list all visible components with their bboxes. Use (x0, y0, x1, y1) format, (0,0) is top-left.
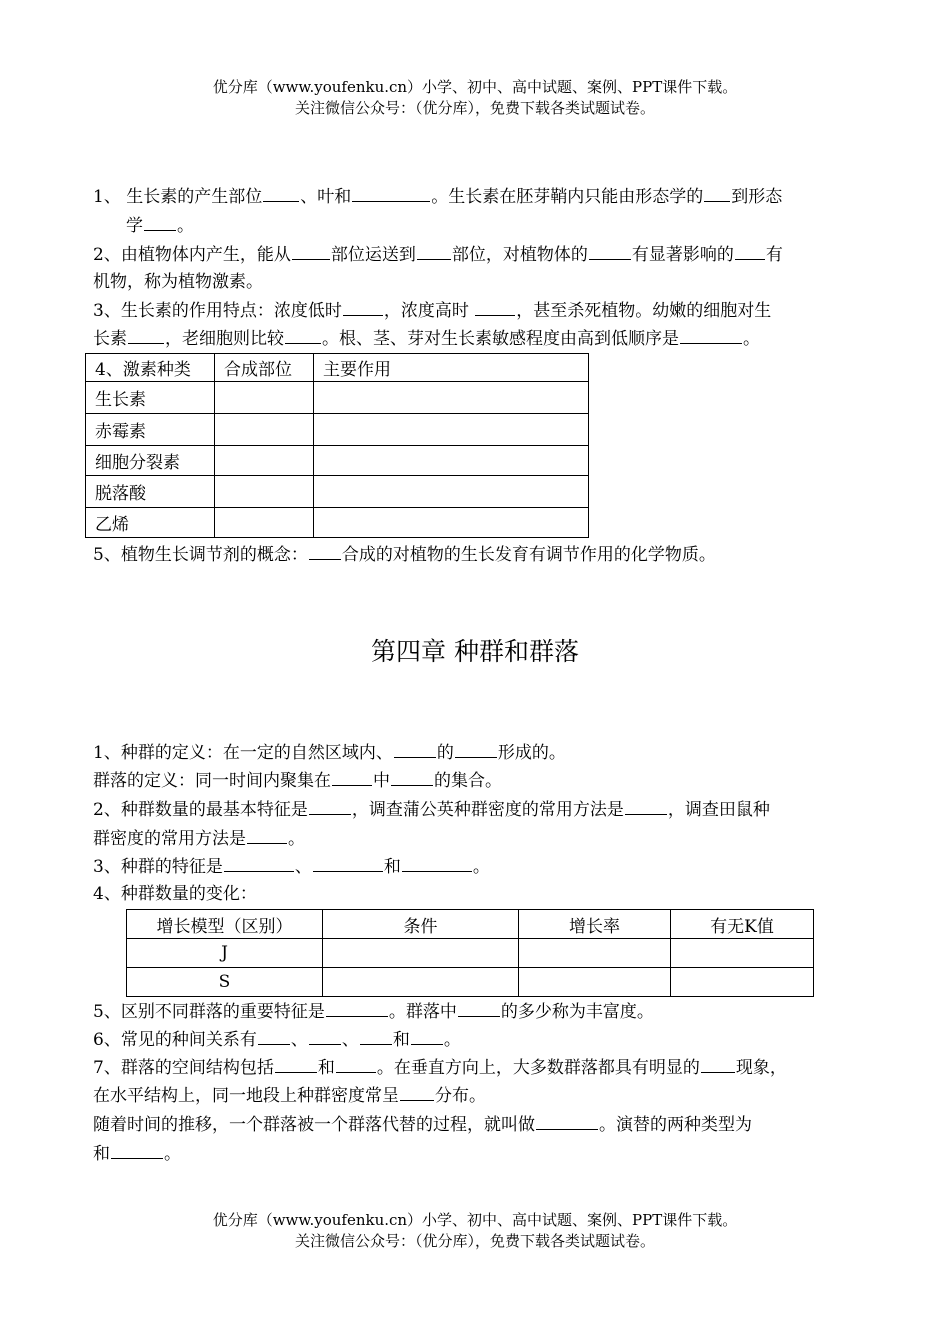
table-cell: 细胞分裂素 (86, 446, 215, 476)
s2-q7-line2: 在水平结构上，同一地段上种群密度常呈 分布。 (93, 1083, 486, 1108)
table-row (127, 968, 814, 997)
table-header-cell: 4、激素种类 (86, 354, 215, 382)
s2-q1b-line: 群落的定义：同一时间内聚集在 中 的集合。 (93, 768, 502, 793)
table-header-cell: 主要作用 (314, 354, 589, 382)
table-header-row (86, 354, 589, 382)
table-row (86, 476, 589, 508)
table-cell: J (127, 939, 323, 968)
s1-q3-line1: 3、生长素的作用特点：浓度低时 ，浓度高时 ，甚至杀死植物。幼嫩的细胞对生 (93, 298, 771, 323)
hormone-table (85, 353, 589, 538)
table-header-cell: 条件 (323, 910, 519, 939)
s1-q2-line1: 2、由植物体内产生，能从 部位运送到 部位，对植物体的 有显著影响的 有 (93, 242, 783, 267)
header-line-2: 关注微信公众号：（优分库），免费下载各类试题试卷。 (294, 99, 655, 117)
s1-q3-line2: 长素 ，老细胞则比较 。根、茎、芽对生长素敏感程度由高到低顺序是 。 (93, 326, 760, 351)
growth-table (126, 909, 814, 997)
s2-q3-line: 3、种群的特征是 、 和 。 (93, 854, 490, 879)
footer-line-2: 关注微信公众号：（优分库），免费下载各类试题试卷。 (294, 1232, 655, 1250)
table-cell: 乙烯 (86, 508, 215, 538)
footer-line-1: 优分库（www.youfenku.cn）小学、初中、高中试题、案例、PPT课件下载。 (212, 1211, 738, 1229)
s2-q8-line1: 随着时间的推移，一个群落被一个群落代替的过程，就叫做 。演替的两种类型为 (93, 1112, 752, 1137)
table-header-row (127, 910, 814, 939)
s2-q5-line: 5、区别不同群落的重要特征是 。群落中 的多少称为丰富度。 (93, 999, 654, 1024)
s2-q7-line1: 7、群落的空间结构包括 和 。在垂直方向上，大多数群落都具有明显的 现象， (93, 1055, 787, 1080)
s2-q6-line: 6、常见的种间关系有 、 、 和 。 (93, 1027, 461, 1052)
s2-q1-line: 1、种群的定义：在一定的自然区域内、 的 形成的。 (93, 740, 566, 765)
s2-q2-line2: 群密度的常用方法是 。 (93, 826, 305, 851)
table-row (86, 446, 589, 476)
s1-q1-line2: 学 。 (126, 213, 194, 238)
table-header-cell: 有无K值 (671, 910, 814, 939)
table-header-cell: 增长模型（区别） (127, 910, 323, 939)
s2-q8-line2: 和 。 (93, 1141, 181, 1166)
page-header (0, 77, 950, 119)
table-header-cell: 合成部位 (215, 354, 314, 382)
table-header-cell: 增长率 (519, 910, 671, 939)
table-row (86, 414, 589, 446)
page-footer (0, 1210, 950, 1252)
table-cell: 脱落酸 (86, 476, 215, 508)
chapter-title: 第四章 种群和群落 (371, 637, 579, 666)
table-cell: 赤霉素 (86, 414, 215, 446)
header-line-1: 优分库（www.youfenku.cn）小学、初中、高中试题、案例、PPT课件下载。 (212, 78, 738, 96)
s2-q4-line: 4、种群数量的变化： (93, 884, 257, 904)
table-row (86, 382, 589, 414)
table-row (127, 939, 814, 968)
s1-q2-line2: 机物，称为植物激素。 (93, 272, 263, 292)
s2-q2-line1: 2、种群数量的最基本特征是 ，调查蒲公英种群密度的常用方法是 ，调查田鼠种 (93, 797, 770, 822)
s1-q1-line1: 1、 生长素的产生部位 、叶和 。生长素在胚芽鞘内只能由形态学的 到形态 (93, 184, 782, 209)
table-cell: 生长素 (86, 382, 215, 414)
table-row (86, 508, 589, 538)
table-cell: S (127, 968, 323, 997)
s1-q5-line: 5、植物生长调节剂的概念： 合成的对植物的生长发育有调节作用的化学物质。 (93, 542, 716, 567)
